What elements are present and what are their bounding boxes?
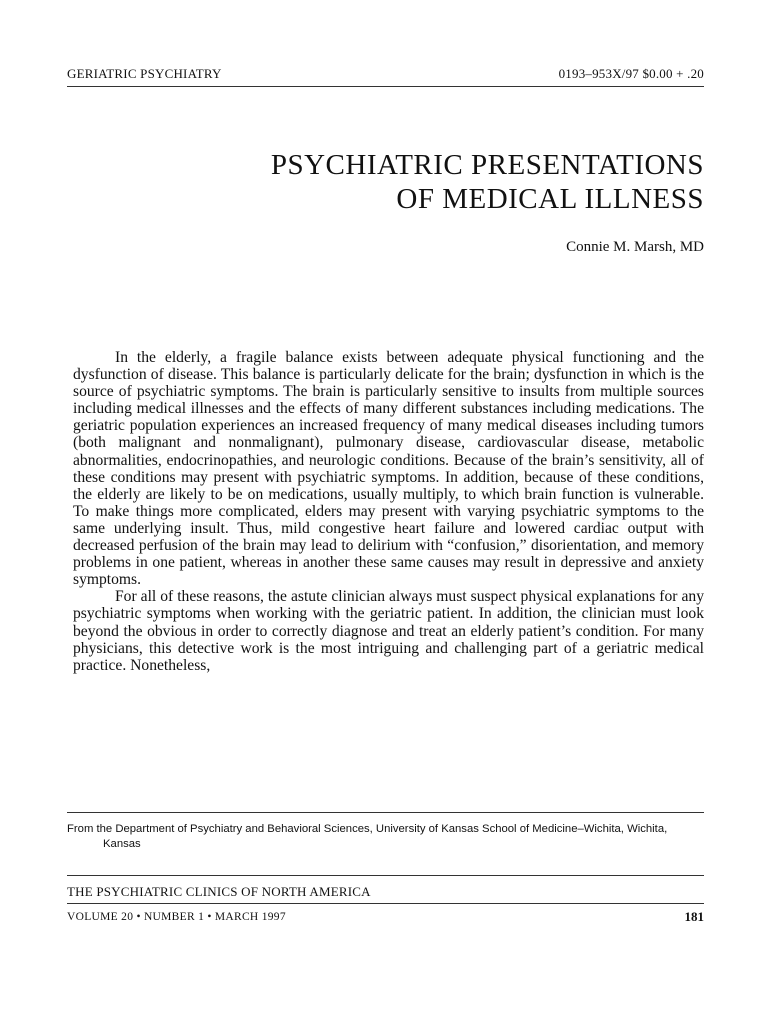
affiliation-footnote: From the Department of Psychiatry and Behavioral Sciences, University of Kansas School of Medicine–Wichita, Wichita, Kansas [67,823,668,850]
running-head-code: 0193–953X/97 $0.00 + .20 [558,66,704,81]
title-line-1: PSYCHIATRIC PRESENTATIONS [270,149,704,181]
article-title [67,148,704,216]
journal-name: THE PSYCHIATRIC CLINICS OF NORTH AMERICA [67,884,371,899]
page-number: 181 [684,909,704,924]
header-rule [67,86,704,87]
issue-info: VOLUME 20 • NUMBER 1 • MARCH 1997 [67,911,286,923]
author-byline: Connie M. Marsh, MD [566,239,704,255]
footnote-rule [67,812,704,813]
body-paragraph-2: For all of these reasons, the astute clinician always must suspect physical explanations for any psychiatric symptoms when working with the geriatric patient. In addition, the clinician must look beyond the obvious in order to correctly diagnose and treat an elderly patient’s condition. For many physicians, this detective work is the most intriguing and challenging part of a geriatric medical practice. Nonetheless, [73,588,704,674]
article-body [73,349,704,674]
footer-rule-middle [67,903,704,904]
running-head [67,66,704,82]
running-head-section: GERIATRIC PSYCHIATRY [67,66,222,81]
title-line-2: OF MEDICAL ILLNESS [396,183,704,215]
body-paragraph-1: In the elderly, a fragile balance exists between adequate physical functioning and the dysfunction of disease. This balance is particularly delicate for the brain; dysfunction in which is the source of psychiatric symptoms. The brain is particularly sensitive to insults from multiple sources including medical illnesses and the effects of many different substances including medications. The geriatric population experiences an increased frequency of many medical diseases including tumors (both malignant and nonmalignant), pulmonary disease, cardiovascular disease, metabolic abnormalities, endocrinopathies, and neurologic conditions. Because of the brain’s sensitivity, all of these conditions may present with psychiatric symptoms. In addition, because of these conditions, the elderly are likely to be on medications, usually multiply, to which brain function is vulnerable. To make things more complicated, elders may present with varying psychiatric symptoms to the same underlying insult. Thus, mild congestive heart failure and lowered cardiac output with decreased perfusion of the brain may lead to delirium with “confusion,” disorientation, and memory problems in one patient, whereas in another these same causes may result in depressive and anxiety symptoms. [73,349,704,589]
footer-rule-top [67,875,704,876]
